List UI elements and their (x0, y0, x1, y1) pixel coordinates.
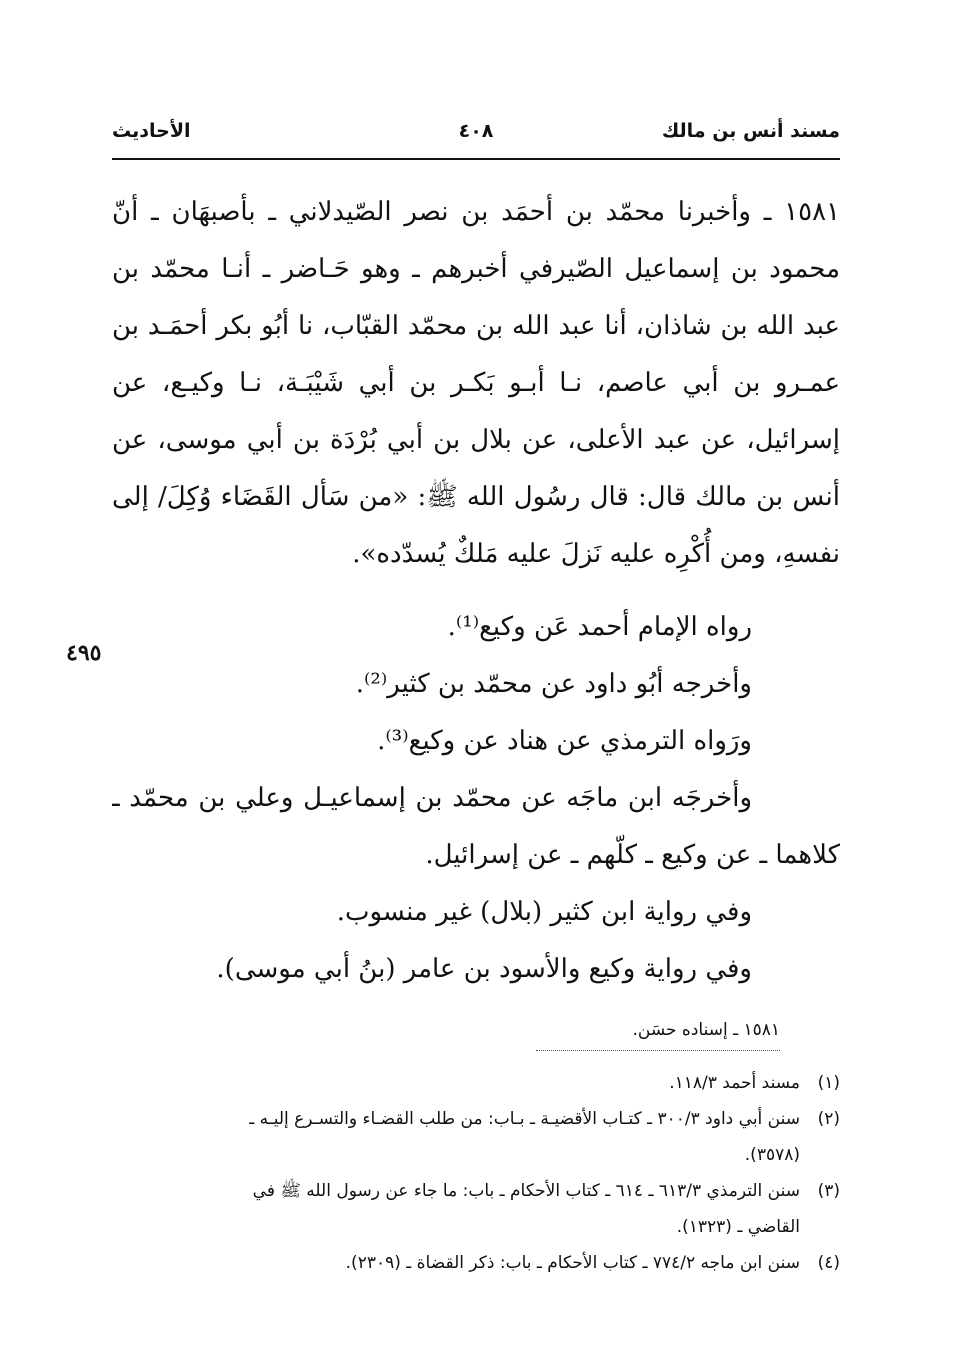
main-text (66, 184, 840, 998)
section-title: الأحاديث (112, 120, 191, 142)
footnote-item (112, 1173, 840, 1209)
takhrij-line: رواه الإمام أحمد عَن وكيع⁽¹⁾. (447, 612, 752, 642)
footnote-rule (536, 1050, 780, 1051)
hadith-line: محمود بن إسماعيل الصّيرفي أخبرهم ـ وهو حَـاضر ـ أنـا محمّد بن (112, 254, 840, 284)
hadith-line: عبد الله بن شاذان، أنا عبد الله بن محمّد القبّاب، نا أبُو بكر أحمَـد بن (112, 311, 840, 341)
footnote-text: سنن الترمذي ٦١٣/٣ ـ ٦١٤ ـ كتاب الأحكام ـ باب: ما جاء عن رسول الله ﷺ في (252, 1181, 800, 1201)
footnote-number: (١) (817, 1073, 840, 1093)
header-rule (112, 158, 840, 160)
footnote-continuation: (٣٥٧٨). (744, 1145, 800, 1165)
hadith-line: إسرائيل، عن عبد الأعلى، عن بلال بن أبي بُرْدَة بن أبي موسى، عن (112, 425, 840, 455)
margin-page-ref: ٤٩٥ (66, 640, 102, 666)
spacer (112, 583, 840, 599)
takhrij-line: كلاهما ـ عن وكيع ـ كلّهم ـ عن إسرائيل. (425, 840, 840, 870)
footnote-continuation: القاضي ـ (١٣٢٣). (676, 1217, 800, 1237)
footnote-item (112, 1065, 840, 1101)
takhrij-line: وفي رواية وكيع والأسود بن عامر (بنُ أبي موسى). (216, 954, 752, 984)
hadith-line: ١٥٨١ ـ وأخبرنا محمّد بن أحمَد بن نصر الصّيدلاني ـ بأصبهَان ـ أنّ (112, 197, 840, 227)
page-header (112, 120, 840, 160)
takhrij-line: وفي رواية ابن كثير (بلال) غير منسوب. (336, 897, 752, 927)
footnotes (112, 1012, 840, 1281)
page-number: ٤٠٨ (458, 120, 494, 142)
book-title: مسند أنس بن مالك (661, 120, 840, 142)
takhrij-line: ورَواه الترمذي عن هناد عن وكيع⁽³⁾. (377, 726, 752, 756)
footnote-number: (٢) (817, 1109, 840, 1129)
footnote-text: سنن ابن ماجه ٧٧٤/٢ ـ كتاب الأحكام ـ باب: ذكر القضاة ـ (٢٣٠٩). (345, 1253, 800, 1273)
hadith-line: أنس بن مالك قال: قال رسُول الله ﷺ: «من سَأل القَضَاء وُكِلَ/ إلى (112, 482, 840, 512)
footnote-grading: ١٥٨١ ـ إسناده حسَن. (632, 1020, 780, 1040)
takhrij-line: وأخرجَه ابن ماجَه عن محمّد بن إسماعيـل وعلي بن محمّد ـ (112, 783, 752, 813)
footnote-text: سنن أبي داود ٣٠٠/٣ ـ كتـاب الأقضيـة ـ بـاب: من طلب القضـاء والتسـرع إليـه ـ (249, 1109, 800, 1129)
footnote-text: مسند أحمد ١١٨/٣. (669, 1073, 800, 1093)
hadith-line: نفسهِ، ومن أُكْرِه عليه نَزلَ عليه مَلكٌ يُسدّده». (352, 539, 840, 569)
footnote-number: (٤) (817, 1253, 840, 1273)
footnote-item (112, 1101, 840, 1137)
takhrij-line: وأخرجه أبُو داود عن محمّد بن كثير⁽²⁾. (355, 669, 752, 699)
hadith-line: عمـرو بن أبي عاصم، نـا أبـو بَكـر بن أبي شَيْبَـة، نـا وكيـع، عن (112, 368, 840, 398)
footnote-item (112, 1245, 840, 1281)
footnote-number: (٣) (817, 1181, 840, 1201)
